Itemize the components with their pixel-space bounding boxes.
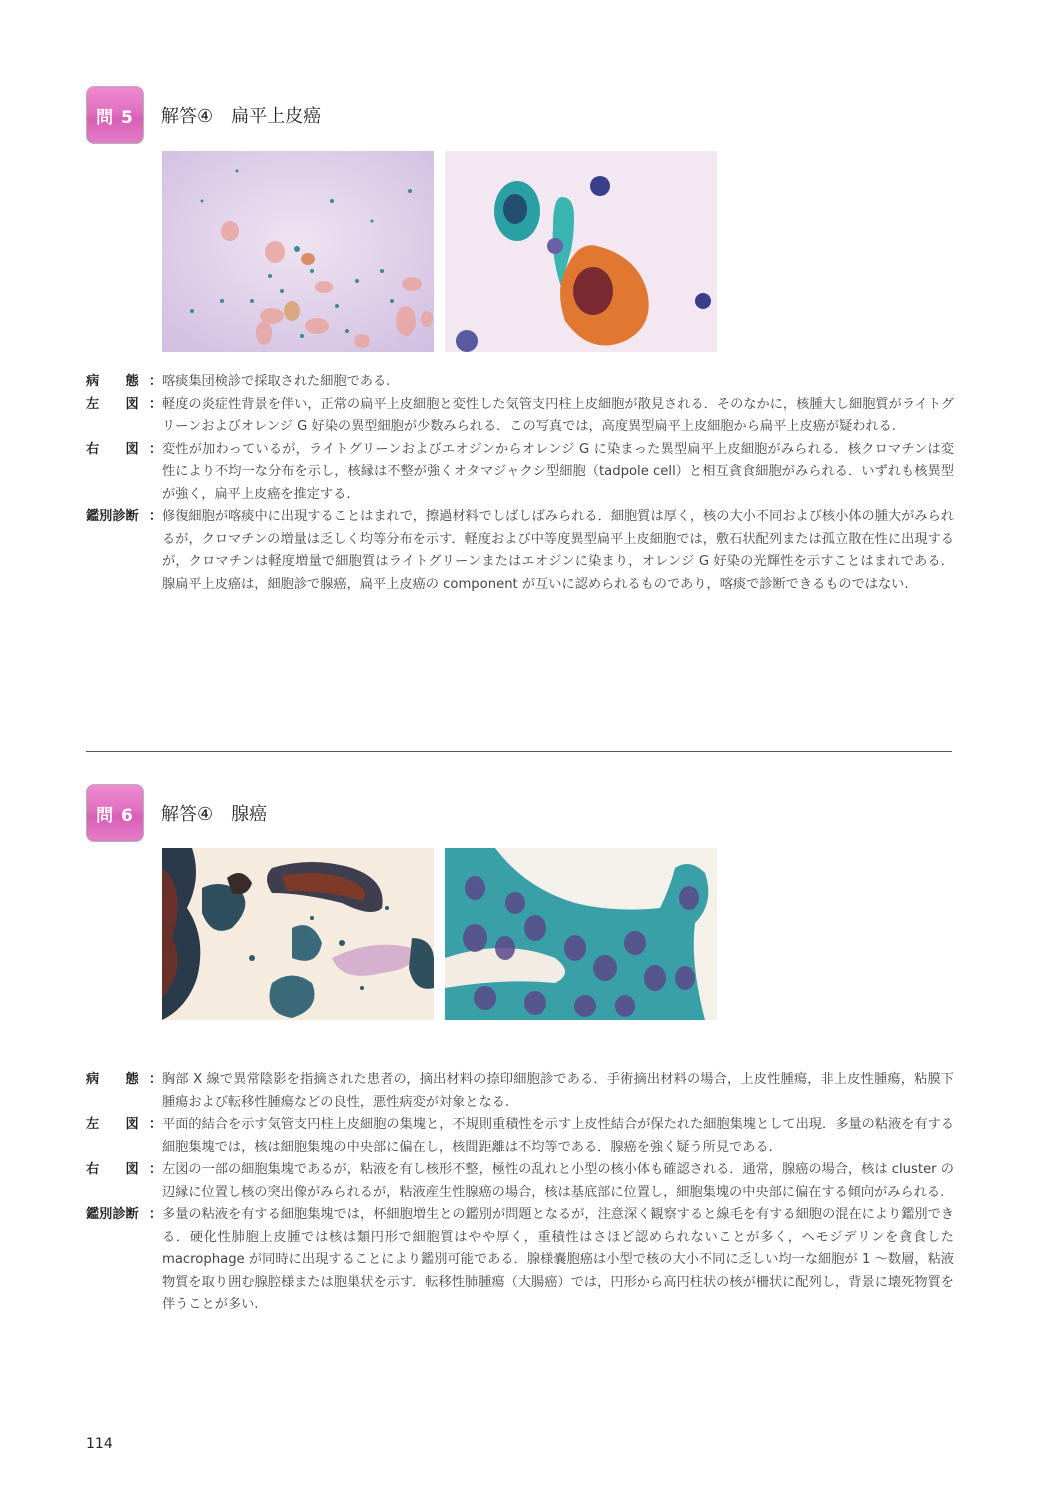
entry-left-figure: 左 図 ： 軽度の炎症性背景を伴い，正常の扁平上皮細胞と変性した気管支円柱上皮細胞が散見される．そのなかに，核腫大し細胞質がライトグリーンおよびオレンジ G 好染の異型細胞が少数みられる．この写真では，高度異型扁平上皮細胞から扁平上皮癌が疑われる. [86, 394, 954, 439]
entry-label: 鑑別診断 [86, 1207, 139, 1222]
entry-label: 鑑別診断 [86, 509, 139, 524]
question-6-explanation [86, 1069, 954, 1317]
question-badge-label: 問 6 [96, 805, 134, 826]
question-badge [86, 86, 144, 144]
entry-text: 軽度の炎症性背景を伴い，正常の扁平上皮細胞と変性した気管支円柱上皮細胞が散見される．そのなかに，核腫大し細胞質がライトグリーンおよびオレンジ G 好染の異型細胞が少数みられる．この写真では，高度異型扁平上皮細胞から扁平上皮癌が疑われる. [162, 396, 954, 434]
entry-differential-diagnosis: 鑑別診断 ： 多量の粘液を有する細胞集塊では，杯細胞増生との鑑別が問題となるが，注意深く観察すると線毛を有する細胞の混在により鑑別できる．硬化性肺胞上皮腫では核は類円形で細胞質はやや厚く，重積性はさほど認められないことが多く，ヘモジデリンを貪食した macrophage が同時に出現することにより鑑別可能である．腺様嚢胞癌は小型で核の大小不同に乏しい均一な細胞が 1 〜数層，粘液物質を取り囲む腺腔様または胞巣状を示す．転移性肺腫瘍（大腸癌）では，円形から高円柱状の核が柵状に配列し，背景に壊死物質を伴うことが多い. [86, 1204, 954, 1317]
entry-text: 変性が加わっているが，ライトグリーンおよびエオジンからオレンジ G に染まった異型扁平上皮細胞がみられる．核クロマチンは変性により不均一な分布を示し，核縁は不整が強くオタマジャクシ型細胞（tadpole cell）と相互貪食細胞がみられる．いずれも核異型が強く，扁平上皮癌を推定する. [162, 441, 954, 502]
micrograph-q5-right [445, 151, 717, 352]
entry-label: 病 態 [86, 1072, 139, 1087]
page-number: 114 [86, 1436, 113, 1452]
entry-pathology: 病 態 ： 喀痰集団検診で採取された細胞である. [86, 371, 954, 394]
micrograph-q6-left [162, 848, 434, 1020]
entry-text: 多量の粘液を有する細胞集塊では，杯細胞増生との鑑別が問題となるが，注意深く観察すると線毛を有する細胞の混在により鑑別できる．硬化性肺胞上皮腫では核は類円形で細胞質はやや厚く，重積性はさほど認められないことが多く，ヘモジデリンを貪食した macrophage が同時に出現することにより鑑別可能である．腺様嚢胞癌は小型で核の大小不同に乏しい均一な細胞が 1 〜数層，粘液物質を取り囲む腺腔様または胞巣状を示す．転移性肺腫瘍（大腸癌）では，円形から高円柱状の核が柵状に配列し，背景に壊死物質を伴うことが多い. [162, 1207, 954, 1312]
entry-text: 平面的結合を示す気管支円柱上皮細胞の集塊と，不規則重積性を示す上皮性結合が保たれた細胞集塊として出現．多量の粘液を有する細胞集塊では，核は細胞集塊の中央部に偏在し，核間距離は不均等である．腺癌を強く疑う所見である. [162, 1117, 954, 1155]
question-5-explanation [86, 371, 954, 596]
entry-text: 左図の一部の細胞集塊であるが，粘液を有し核形不整，極性の乱れと小型の核小体も確認される．通常，腺癌の場合，核は cluster の辺縁に位置し核の突出像がみられるが，粘液産生性腺癌の場合，核は基底部に位置し，細胞集塊の中央部に偏在する傾向がみられる. [162, 1162, 954, 1200]
section-divider [86, 751, 952, 752]
question-6-header [86, 784, 267, 842]
question-badge [86, 784, 144, 842]
question-5-header [86, 86, 321, 144]
entry-label: 右 図 [86, 1162, 139, 1177]
entry-label: 病 態 [86, 374, 139, 389]
entry-pathology: 病 態 ： 胸部 X 線で異常陰影を指摘された患者の，摘出材料の捺印細胞診である．手術摘出材料の場合，上皮性腫瘍，非上皮性腫瘍，粘膜下腫瘍および転移性腫瘍などの良性，悪性病変が対象となる. [86, 1069, 954, 1114]
micrograph-q6-right [445, 848, 717, 1020]
entry-left-figure: 左 図 ： 平面的結合を示す気管支円柱上皮細胞の集塊と，不規則重積性を示す上皮性結合が保たれた細胞集塊として出現．多量の粘液を有する細胞集塊では，核は細胞集塊の中央部に偏在し，核間距離は不均等である．腺癌を強く疑う所見である. [86, 1114, 954, 1159]
answer-title: 解答④ 扁平上皮癌 [161, 106, 322, 127]
entry-label: 右 図 [86, 441, 139, 457]
entry-text: 修復細胞が喀痰中に出現することはまれで，擦過材料でしばしばみられる．細胞質は厚く，核の大小不同および核小体の腫大がみられるが，クロマチンの増量は乏しく均等分布を示す．軽度および中等度異型扁平上皮細胞では，敷石状配列または孤立散在性に出現するが，クロマチンは軽度増量で細胞質はライトグリーンまたはエオジンに染まり，オレンジ G 好染の光輝性を示すことはまれである．腺扁平上皮癌は，細胞診で腺癌，扁平上皮癌の component が互いに認められるものであり，喀痰で診断できるものではない. [162, 509, 954, 592]
question-badge-label: 問 5 [96, 107, 134, 128]
entry-text: 胸部 X 線で異常陰影を指摘された患者の，摘出材料の捺印細胞診である．手術摘出材料の場合，上皮性腫瘍，非上皮性腫瘍，粘膜下腫瘍および転移性腫瘍などの良性，悪性病変が対象となる. [162, 1072, 954, 1110]
entry-differential-diagnosis: 鑑別診断 ： 修復細胞が喀痰中に出現することはまれで，擦過材料でしばしばみられる．細胞質は厚く，核の大小不同および核小体の腫大がみられるが，クロマチンの増量は乏しく均等分布を示す．軽度および中等度異型扁平上皮細胞では，敷石状配列または孤立散在性に出現するが，クロマチンは軽度増量で細胞質はライトグリーンまたはエオジンに染まり，オレンジ G 好染の光輝性を示すことはまれである．腺扁平上皮癌は，細胞診で腺癌，扁平上皮癌の component が互いに認められるものであり，喀痰で診断できるものではない. [86, 506, 954, 596]
entry-right-figure: 右 図 ： 左図の一部の細胞集塊であるが，粘液を有し核形不整，極性の乱れと小型の核小体も確認される．通常，腺癌の場合，核は cluster の辺縁に位置し核の突出像がみられるが，粘液産生性腺癌の場合，核は基底部に位置し，細胞集塊の中央部に偏在する傾向がみられる. [86, 1159, 954, 1204]
entry-right-figure: 右 図 ： 変性が加わっているが，ライトグリーンおよびエオジンからオレンジ G に染まった異型扁平上皮細胞がみられる．核クロマチンは変性により不均一な分布を示し，核縁は不整が強くオタマジャクシ型細胞（tadpole cell）と相互貪食細胞がみられる．いずれも核異型が強く，扁平上皮癌を推定する. [86, 439, 954, 507]
entry-text: 喀痰集団検診で採取された細胞である. [162, 374, 391, 389]
entry-label: 左 図 [86, 396, 139, 412]
answer-title: 解答④ 腺癌 [161, 804, 268, 825]
micrograph-q5-left [162, 151, 434, 352]
entry-label: 左 図 [86, 1117, 139, 1132]
